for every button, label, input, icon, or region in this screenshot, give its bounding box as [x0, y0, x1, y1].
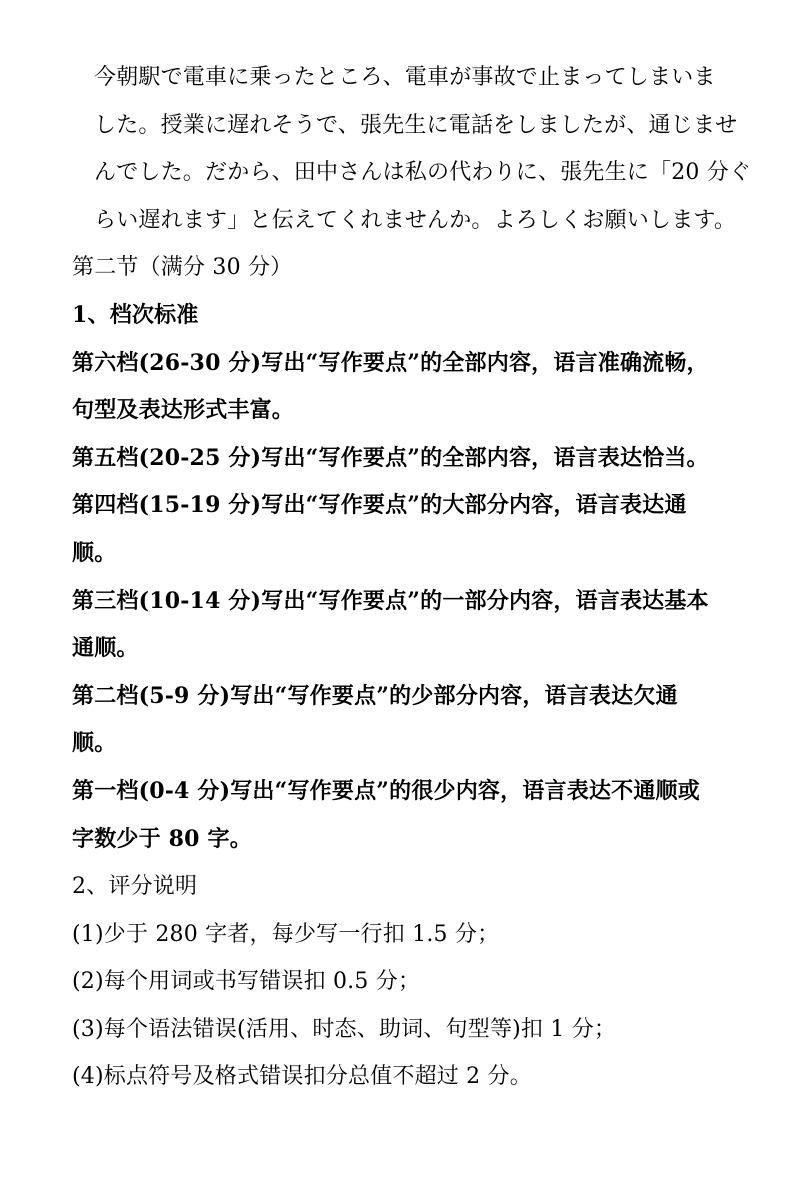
- grading-level-line: 顺。: [72, 730, 117, 757]
- grading-level-4: [72, 482, 730, 577]
- grading-level-line: 句型及表达形式丰富。: [72, 397, 295, 424]
- letter-line: した。授業に遅れそうで、張先生に電話をしましたが、通じませ: [94, 112, 738, 138]
- grading-level-line: 第二档(5-9 分)写出“写作要点”的少部分内容，语言表达欠通: [72, 682, 678, 709]
- grading-levels: [72, 340, 730, 864]
- grading-level-line: 第三档(10-14 分)写出“写作要点”的一部分内容，语言表达基本: [72, 587, 709, 614]
- grading-note: (3)每个语法错误(活用、时态、助词、句型等)扣 1 分；: [72, 1016, 617, 1042]
- letter-line: らい遅れます」と伝えてくれませんか。よろしくお願いします。: [94, 207, 737, 233]
- grading-level-3: [72, 578, 730, 673]
- notes-heading: 2、评分说明: [72, 874, 198, 900]
- grading-level-line: 第五档(20-25 分)写出“写作要点”的全部内容，语言表达恰当。: [72, 444, 709, 471]
- grading-level-1: [72, 768, 730, 863]
- grading-note: (2)每个用词或书写错误扣 0.5 分；: [72, 969, 421, 995]
- grading-level-line: 第一档(0-4 分)写出“写作要点”的很少内容，语言表达不通顺或: [72, 777, 700, 804]
- grading-level-line: 字数少于 80 字。: [72, 825, 252, 852]
- letter-line: 今朝駅で電車に乗ったところ、電車が事故で止まってしまいま: [94, 65, 716, 90]
- letter-line: んでした。だから、田中さんは私の代わりに、張先生に「20 分ぐ: [94, 160, 752, 186]
- grading-heading: 1、档次标准: [72, 301, 199, 328]
- grading-note: (1)少于 280 字者，每少写一行扣 1.5 分；: [72, 921, 500, 947]
- grading-note: (4)标点符号及格式错误扣分总值不超过 2 分。: [72, 1064, 532, 1090]
- grading-notes: [72, 911, 730, 1101]
- grading-level-line: 第四档(15-19 分)写出“写作要点”的大部分内容，语言表达通: [72, 492, 687, 519]
- section-title: 第二节（满分 30 分）: [72, 255, 293, 281]
- grading-level-line: 通顺。: [72, 635, 139, 662]
- grading-level-2: [72, 673, 730, 768]
- grading-level-5: [72, 435, 730, 483]
- letter-paragraph: [72, 54, 752, 244]
- grading-level-line: 顺。: [72, 539, 117, 566]
- grading-level-6: [72, 340, 730, 435]
- grading-level-line: 第六档(26-30 分)写出“写作要点”的全部内容，语言准确流畅，: [72, 349, 709, 376]
